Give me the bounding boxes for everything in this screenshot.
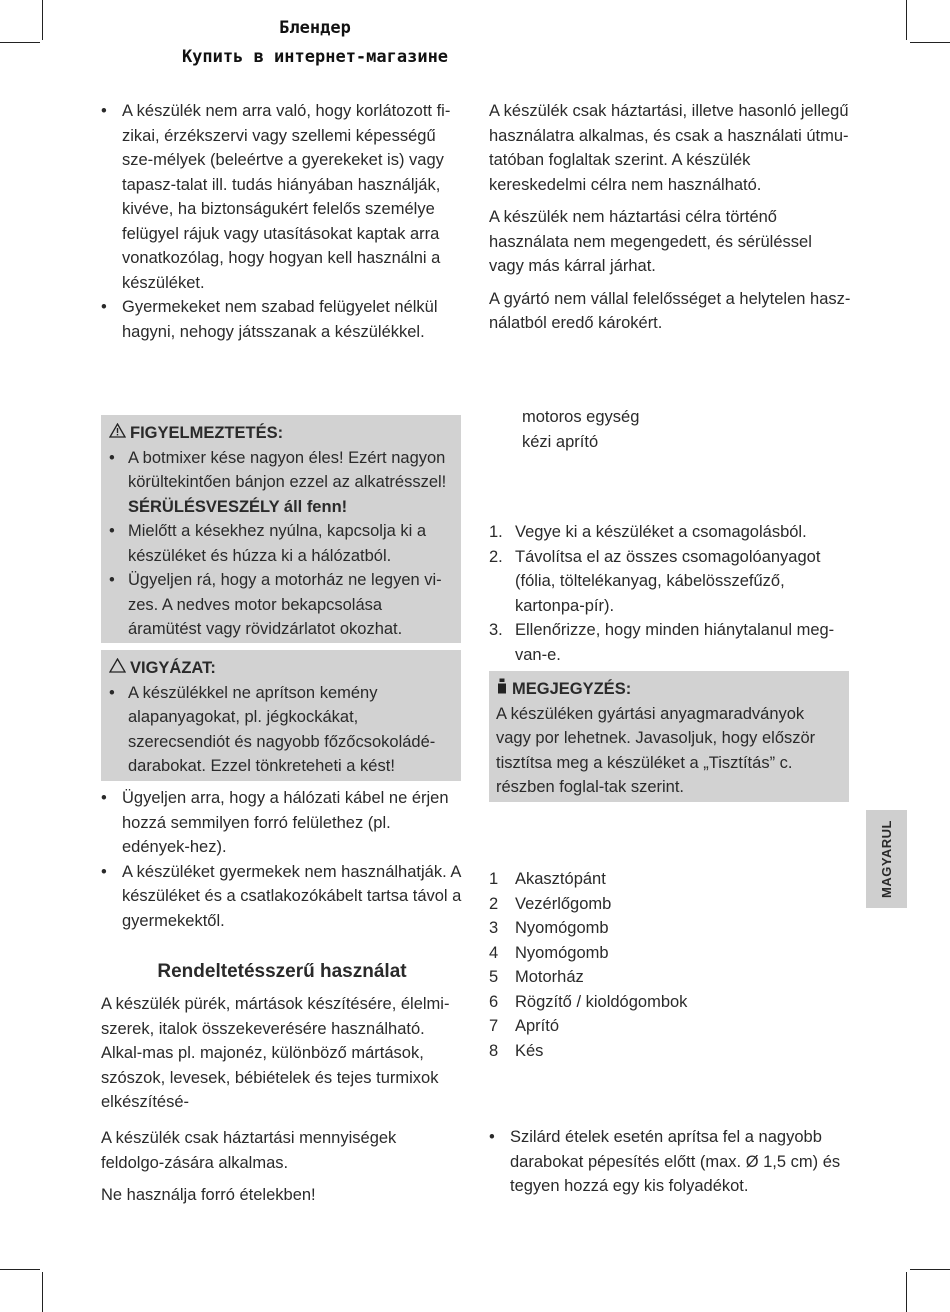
- crop-mark: [42, 1272, 43, 1312]
- list-item: 4 Nyomógomb: [489, 943, 609, 962]
- paragraph: A készülék csak háztartási, illetve hasonló jellegű használatra alkalmas, és csak a használati útmu-tatóban foglaltak szerint. A készülék kereskedelmi célra nem használható.: [489, 102, 849, 194]
- list-item: motoros egység: [522, 408, 640, 426]
- crop-mark: [0, 1269, 40, 1270]
- list-item: • Mielőtt a késekhez nyúlna, kapcsolja ki a készüléket és húzza ki a hálózatból.: [109, 519, 453, 568]
- crop-mark: [910, 42, 950, 43]
- tip-bullets: [489, 1125, 851, 1199]
- note-text: A készüléken gyártási anyagmaradványok vagy por lehetnek. Javasoljuk, hogy először tisztítsa meg a készüléket a „Tisztítás” c. részben foglal-tak szerint.: [496, 704, 816, 796]
- note-title: MEGJEGYZÉS:: [496, 677, 841, 702]
- list-item: • Gyermekeket nem szabad felügyelet nélkül hagyni, nehogy játsszanak a készülékkel.: [101, 295, 463, 344]
- list-item: • A készülékkel ne aprítson kemény alapanyagokat, pl. jégkockákat, szerecsendiót és nagyobb főzőcsokoládé-darabokat. Ezzel tönkreteheti a kést!: [109, 681, 453, 779]
- list-item: 8 Kés: [489, 1041, 544, 1060]
- list-item: • Ügyeljen arra, hogy a hálózati kábel ne érjen hozzá semmilyen forró felülethez (pl. edények-hez).: [101, 786, 463, 860]
- list-item: 3 Nyomógomb: [489, 919, 609, 937]
- list-item: • A botmixer kése nagyon éles! Ezért nagyon körültekintően bánjon ezzel az alkatrésszel! SÉRÜLÉSVESZÉLY áll fenn!: [109, 446, 453, 520]
- crop-mark: [910, 1269, 950, 1270]
- list-item: 5 Motorház: [489, 968, 584, 986]
- left-intro-bullets: [101, 99, 463, 344]
- note-box: [489, 671, 849, 802]
- page-title: Блендер: [279, 18, 351, 38]
- caution-triangle-icon: [109, 656, 126, 681]
- warning-triangle-icon: [109, 421, 126, 446]
- left-bottom-paras: [101, 1126, 463, 1208]
- left-more-bullets: [101, 786, 463, 933]
- list-item: 3. Ellenőrizze, hogy minden hiánytalanul meg-van-e.: [489, 621, 835, 664]
- warning-box: [101, 415, 461, 643]
- list-item: • Szilárd ételek esetén aprítsa fel a nagyobb darabokat pépesítés előtt (max. Ø 1,5 cm) és tegyen hozzá egy kis folyadékot.: [489, 1125, 851, 1199]
- caution-title: VIGYÁZAT:: [109, 656, 453, 681]
- list-item: 6 Rögzítő / kioldógombok: [489, 992, 688, 1011]
- intended-use-text: A készülék pürék, mártások készítésére, élelmi-szerek, italok összekeverésére használható. Alkal-mas pl. majonéz, különböző mártások, szószok, levesek, bébiételek és tejes turmixok elkészítésé-: [101, 995, 450, 1111]
- paragraph: A gyártó nem vállal felelősséget a helytelen hasz-nálatból eredő károkért.: [489, 289, 851, 332]
- unpack-steps: [489, 520, 851, 667]
- list-item: • Ügyeljen rá, hogy a motorház ne legyen vi-zes. A nedves motor bekapcsolása áramütést vagy rövidzárlatot okozhat.: [109, 568, 453, 642]
- list-item: 2. Távolítsa el az összes csomagolóanyagot (fólia, töltelékanyag, kábelösszefűző, kartonpa-pír).: [489, 547, 821, 615]
- page-subtitle: Купить в интернет-магазине: [181, 47, 449, 67]
- info-icon: [496, 677, 508, 702]
- list-item: 7 Aprító: [489, 1017, 560, 1035]
- list-item: 1 Akasztópánt: [489, 870, 606, 888]
- language-tab: MAGYARUL: [866, 810, 907, 908]
- contents-list: [522, 405, 822, 454]
- paragraph: A készülék csak háztartási mennyiségek feldolgo-zására alkalmas.: [101, 1129, 397, 1172]
- crop-mark: [906, 0, 907, 40]
- list-item: 1. Vegye ki a készüléket a csomagolásból.: [489, 523, 807, 541]
- list-item: • A készüléket gyermekek nem használhatják. A készüléket és a csatlakozókábelt tartsa távol a gyermekektől.: [101, 860, 463, 934]
- list-item: • A készülék nem arra való, hogy korlátozott fi-zikai, érzékszervi vagy szellemi képességű sze-mélyek (beleértve a gyerekeket is) vagy tapasz-talat ill. tudás hiányában használják, kivéve, ha biztonságukért felelős személye felügyel rájuk vagy utasításokat kaptak arra vonatkozólag, hogy hogyan kell használni a készüléket.: [101, 99, 463, 295]
- crop-mark: [0, 42, 40, 43]
- crop-mark: [906, 1272, 907, 1312]
- list-item: 2 Vezérlőgomb: [489, 894, 612, 913]
- paragraph: A készülék nem háztartási célra történő használata nem megengedett, és sérüléssel vagy más kárral járhat.: [489, 208, 812, 275]
- caution-box: [101, 650, 461, 781]
- list-item: kézi aprító: [522, 432, 599, 451]
- paragraph: Ne használja forró ételekben!: [101, 1186, 316, 1204]
- warning-title: FIGYELMEZTETÉS:: [109, 421, 453, 446]
- parts-list: [489, 867, 851, 1063]
- right-top-paras: [489, 99, 851, 336]
- section-title-intended-use: Rendeltetésszerű használat: [157, 961, 407, 982]
